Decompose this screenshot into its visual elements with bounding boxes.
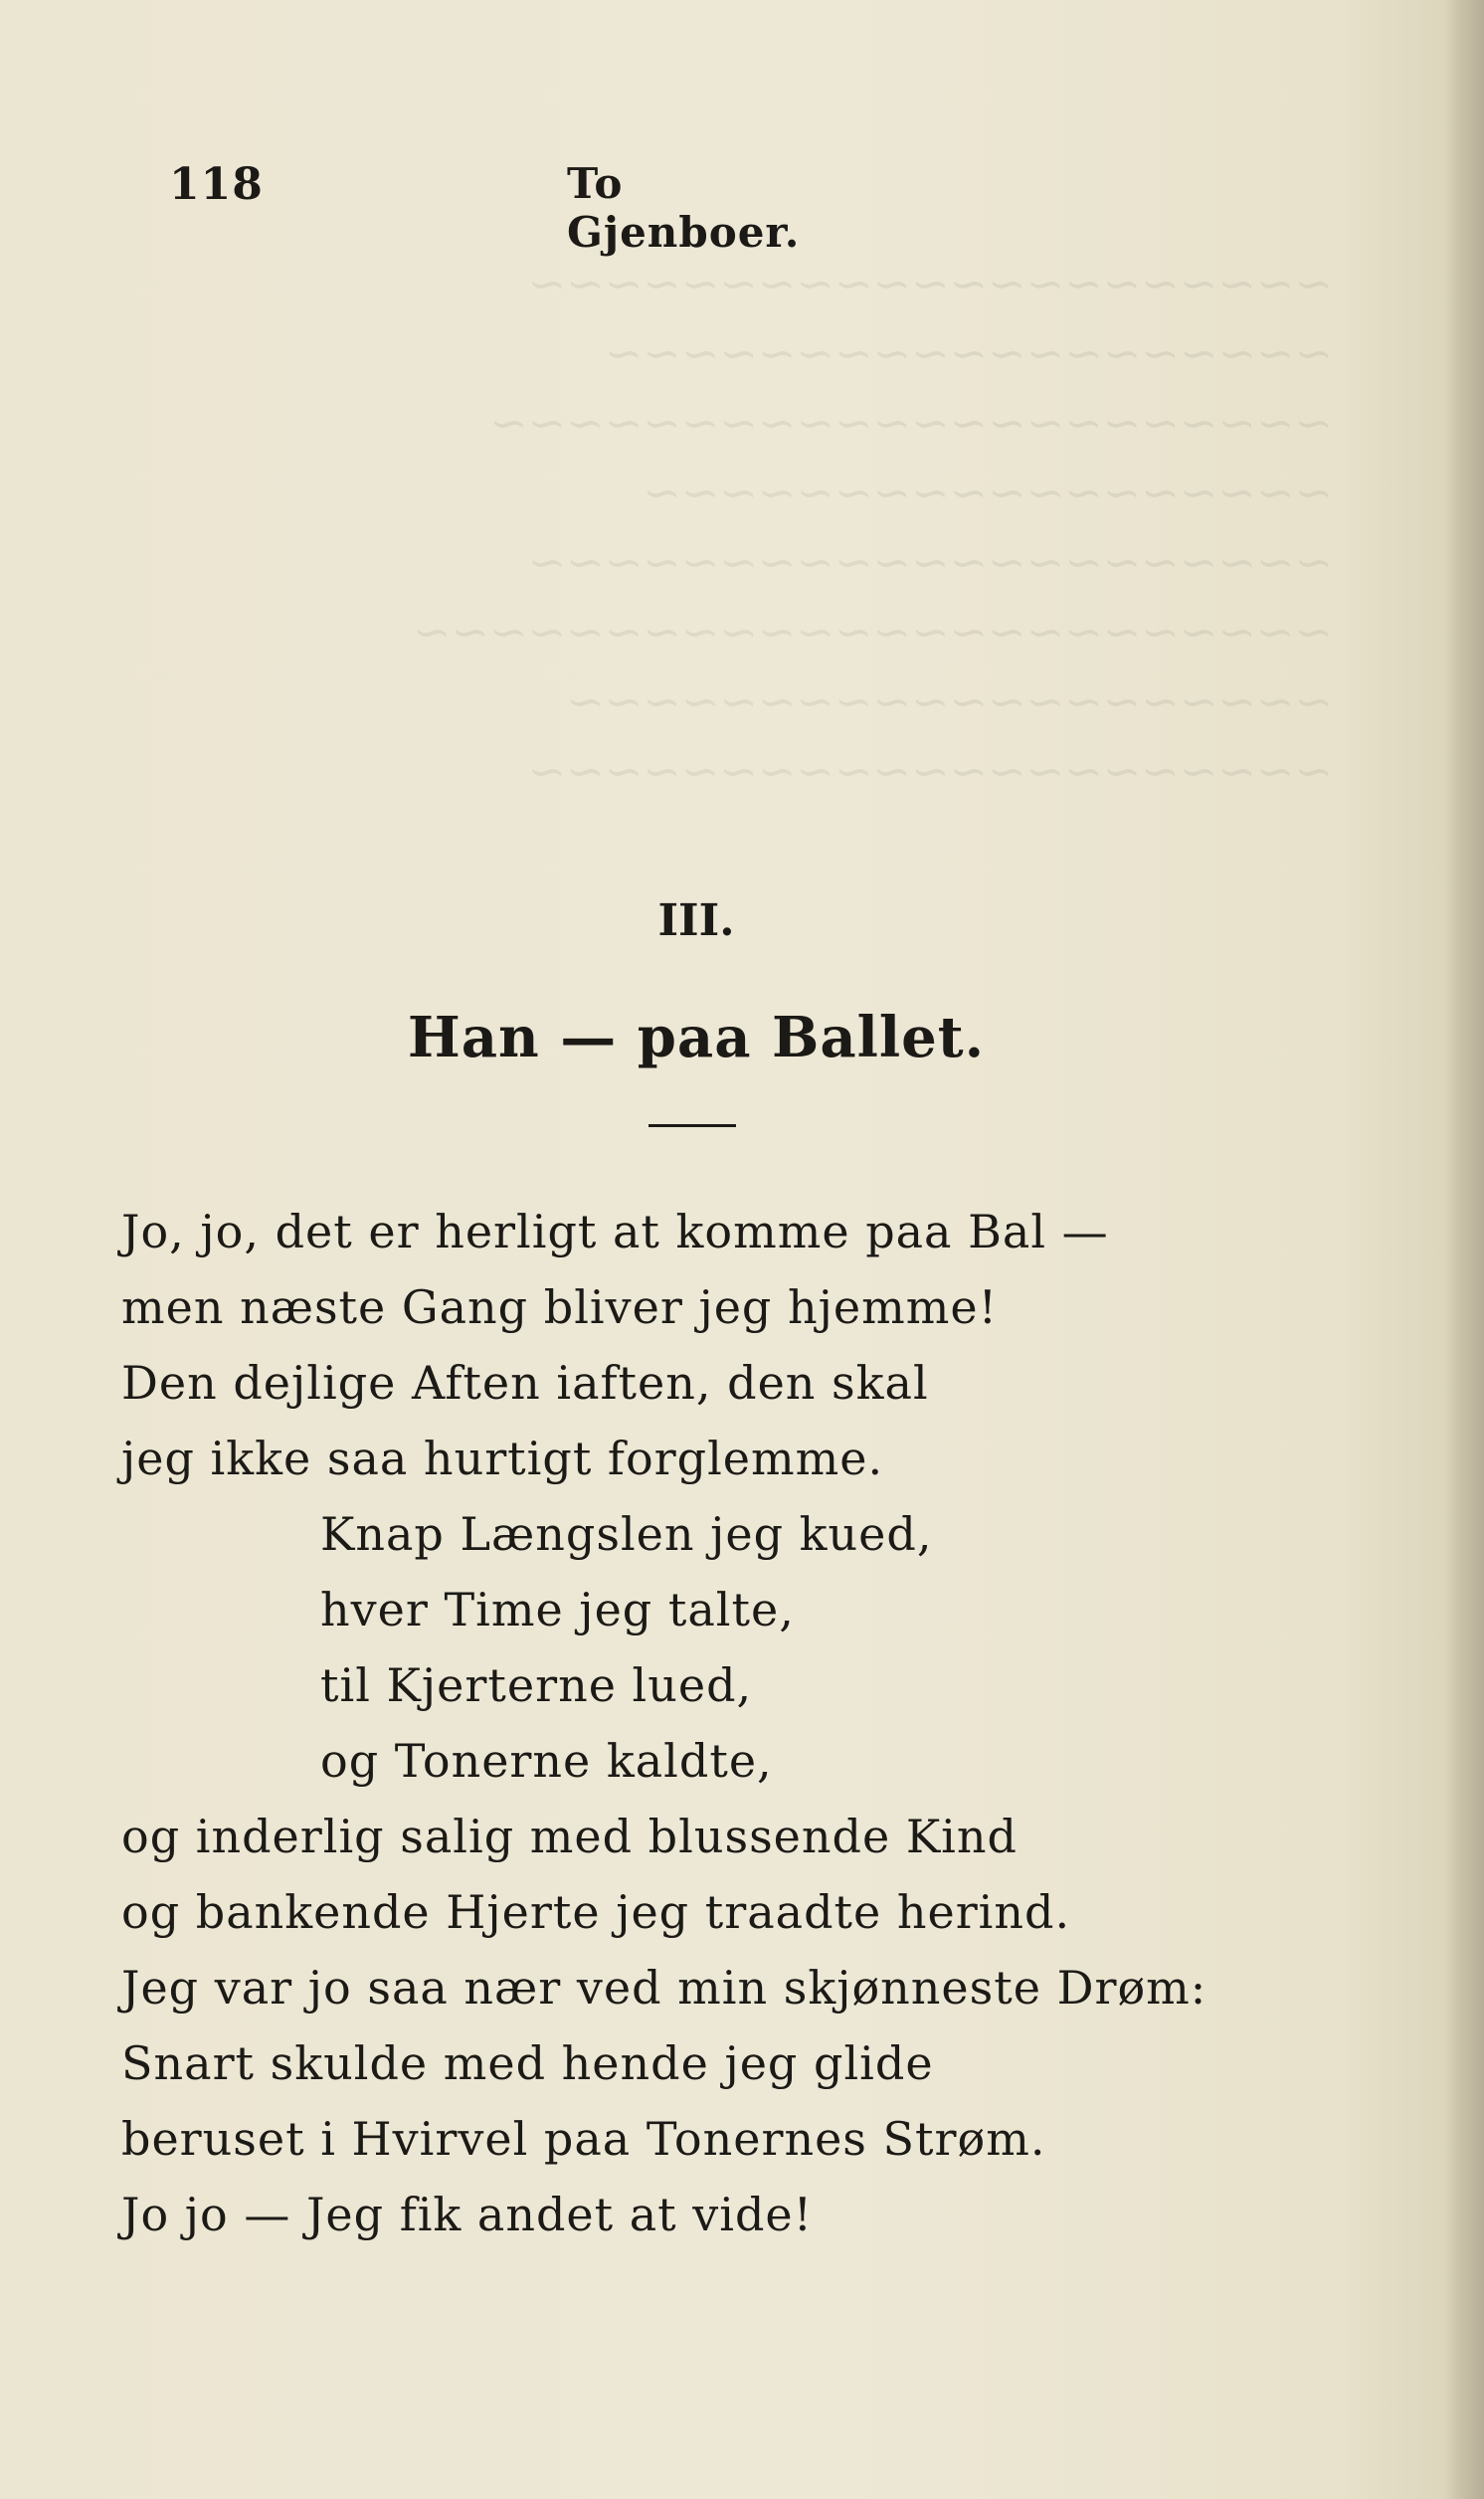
poem-line: og bankende Hjerte jeg traadte herind. [121, 1885, 1071, 1939]
poem-line: og inderlig salig med blussende Kind [121, 1810, 1018, 1863]
poem-line: jeg ikke saa hurtigt forglemme. [121, 1432, 884, 1485]
running-head-title: To Gjenboer. [567, 159, 801, 257]
poem-line: Jeg var jo saa nær ved min skjønneste Drøm: [121, 1961, 1207, 2015]
poem-line: Knap Længslen jeg kued, [320, 1507, 933, 1561]
show-through-texture: ~~~~~~~~~~~~~~~~~~~~~ ~~~~~~~~~~~~~~~~~~~ ~~~~~~~~~~~~~~~~~~~~~~ ~~~~~~~~~~~~~~~~~~ ~~~~~~~~~~~~~~~~~~~~~ ~~~~~~~~~~~~~~~~~~~~~~~~ ~~~~~~~~~~~~~~~~~~~~ ~~~~~~~~~~~~~~~~~~~~~ [412, 257, 1333, 798]
poem-line: men næste Gang bliver jeg hjemme! [121, 1280, 999, 1334]
poem-line: til Kjerterne lued, [320, 1658, 753, 1712]
section-divider-rule [649, 1124, 736, 1127]
poem-line: og Tonerne kaldte, [320, 1734, 773, 1788]
poem-line: Jo jo — Jeg fik andet at vide! [121, 2188, 814, 2241]
running-head [169, 159, 826, 257]
poem-line: Snart skulde med hende jeg glide [121, 2036, 934, 2090]
poem-line: hver Time jeg talte, [320, 1583, 795, 1636]
page-edge-shadow [1444, 0, 1484, 2499]
section-number: III. [657, 895, 735, 946]
page-number: 118 [169, 159, 264, 210]
poem-line: Den dejlige Aften iaften, den skal [121, 1356, 929, 1410]
section-title: Han — paa Ballet. [407, 1005, 986, 1070]
poem-line: Jo, jo, det er herligt at komme paa Bal — [121, 1205, 1109, 1258]
poem-body [121, 1194, 1265, 2252]
poem-line: beruset i Hvirvel paa Tonernes Strøm. [121, 2112, 1046, 2166]
